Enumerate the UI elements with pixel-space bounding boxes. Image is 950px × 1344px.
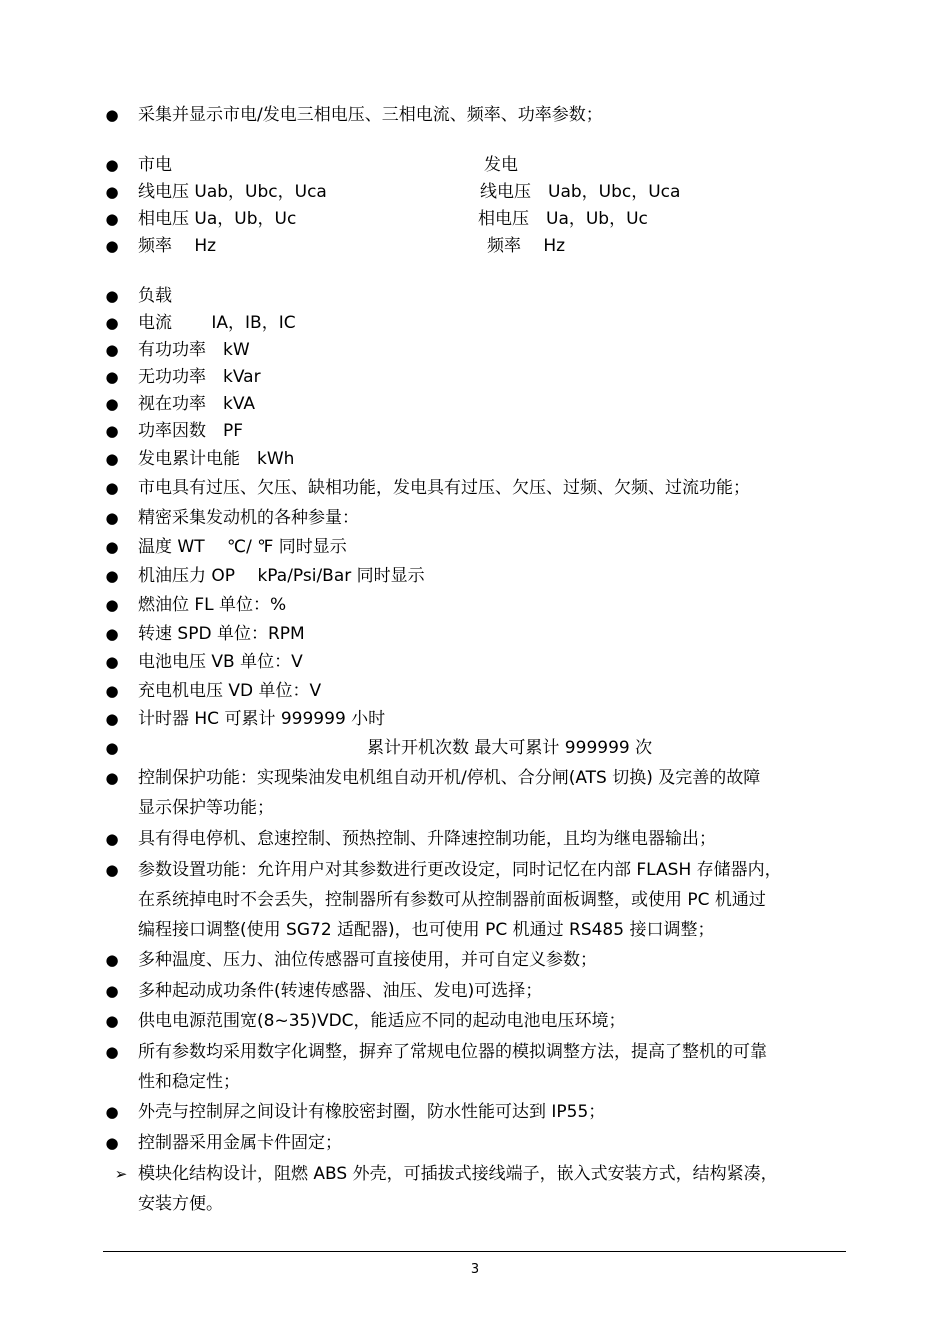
item-text: 市电具有过压、欠压、缺相功能，发电具有过压、欠压、过频、欠频、过流功能； [138,478,750,498]
item-text: 精密采集发动机的各种参量： [138,508,359,528]
item-text: 计时器 HC 可累计 999999 小时 [138,709,386,729]
gen-frequency: 频率 Hz [487,236,566,256]
bullet-icon: ● [105,830,119,848]
item-text: 编程接口调整(使用 SG72 适配器)，也可使用 PC 机通过 RS485 接口调整； [138,920,715,940]
generator-heading: 发电 [484,155,518,175]
bullet-icon: ● [105,450,119,468]
arrow-bullet-icon: ➢ [114,1165,128,1183]
bullet-icon: ● [105,653,119,671]
item-text: 供电电源范围宽(8~35)VDC，能适应不同的起动电池电压环境； [138,1011,626,1031]
gen-line-voltage: 线电压 Uab，Ubc，Uca [480,182,681,202]
bullet-icon: ● [105,509,119,527]
item-text: 多种起动成功条件(转速传感器、油压、发电)可选择； [138,981,543,1001]
item-text: 多种温度、压力、油位传感器可直接使用，并可自定义参数； [138,950,597,970]
bullet-icon: ● [105,625,119,643]
item-text: 安装方便。 [138,1194,223,1214]
item-text: 在系统掉电时不会丢失，控制器所有参数可从控制器前面板调整，或使用 PC 机通过 [138,890,766,910]
bullet-icon: ● [105,861,119,879]
item-text: 采集并显示市电/发电三相电压、三相电流、频率、功率参数； [138,105,603,125]
bullet-icon: ● [105,314,119,332]
bullet-icon: ● [105,395,119,413]
gen-phase-voltage: 相电压 Ua，Ub，Uc [478,209,648,229]
mains-frequency: 频率 Hz [138,236,217,256]
bullet-icon: ● [105,368,119,386]
mains-heading: 市电 [138,155,172,175]
item-text: 具有得电停机、怠速控制、预热控制、升降速控制功能，且均为继电器输出； [138,829,716,849]
item-text: 显示保护等功能； [138,798,274,818]
bullet-icon: ● [105,951,119,969]
mains-line-voltage: 线电压 Uab，Ubc，Uca [138,182,327,202]
bullet-icon: ● [105,682,119,700]
bullet-icon: ● [105,422,119,440]
bullet-icon: ● [105,982,119,1000]
mains-phase-voltage: 相电压 Ua，Ub，Uc [138,209,297,229]
item-text: 机油压力 OP kPa/Psi/Bar 同时显示 [138,566,425,586]
item-text: 负载 [138,286,172,306]
item-text: 燃油位 FL 单位：% [138,595,287,615]
item-text: 模块化结构设计，阻燃 ABS 外壳，可插拔式接线端子，嵌入式安装方式，结构紧凑， [138,1164,778,1184]
item-text: 视在功率 kVA [138,394,256,414]
bullet-icon: ● [105,1103,119,1121]
item-text: 电流 IA，IB，IC [138,313,296,333]
item-text: 有功功率 kW [138,340,250,360]
item-text: 参数设置功能：允许用户对其参数进行更改设定，同时记忆在内部 FLASH 存储器内， [138,860,782,880]
bullet-icon: ● [105,769,119,787]
bullet-icon: ● [105,287,119,305]
bullet-icon: ● [105,739,119,757]
bullet-icon: ● [105,1012,119,1030]
bullet-icon: ● [105,210,119,228]
bullet-icon: ● [105,710,119,728]
bullet-icon: ● [105,341,119,359]
item-text: 功率因数 PF [138,421,244,441]
bullet-icon: ● [105,567,119,585]
item-text: 控制器采用金属卡件固定； [138,1133,342,1153]
bullet-icon: ● [105,183,119,201]
bullet-icon: ● [105,538,119,556]
footer-divider [103,1251,846,1252]
item-text: 无功功率 kVar [138,367,261,387]
item-text: 累计开机次数 最大可累计 999999 次 [367,738,653,758]
bullet-icon: ● [105,106,119,124]
bullet-icon: ● [105,1134,119,1152]
item-text: 控制保护功能：实现柴油发电机组自动开机/停机、合分闸(ATS 切换) 及完善的故障 [138,768,761,788]
bullet-icon: ● [105,479,119,497]
bullet-icon: ● [105,156,119,174]
item-text: 性和稳定性； [138,1072,240,1092]
item-text: 电池电压 VB 单位：V [138,652,303,672]
bullet-icon: ● [105,596,119,614]
item-text: 所有参数均采用数字化调整，摒弃了常规电位器的模拟调整方法，提高了整机的可靠 [138,1042,767,1062]
page-number: 3 [470,1262,480,1277]
item-text: 外壳与控制屏之间设计有橡胶密封圈，防水性能可达到 IP55； [138,1102,606,1122]
bullet-icon: ● [105,237,119,255]
item-text: 温度 WT ℃/ ℉ 同时显示 [138,537,347,557]
bullet-icon: ● [105,1043,119,1061]
item-text: 发电累计电能 kWh [138,449,295,469]
item-text: 转速 SPD 单位：RPM [138,624,305,644]
item-text: 充电机电压 VD 单位：V [138,681,322,701]
